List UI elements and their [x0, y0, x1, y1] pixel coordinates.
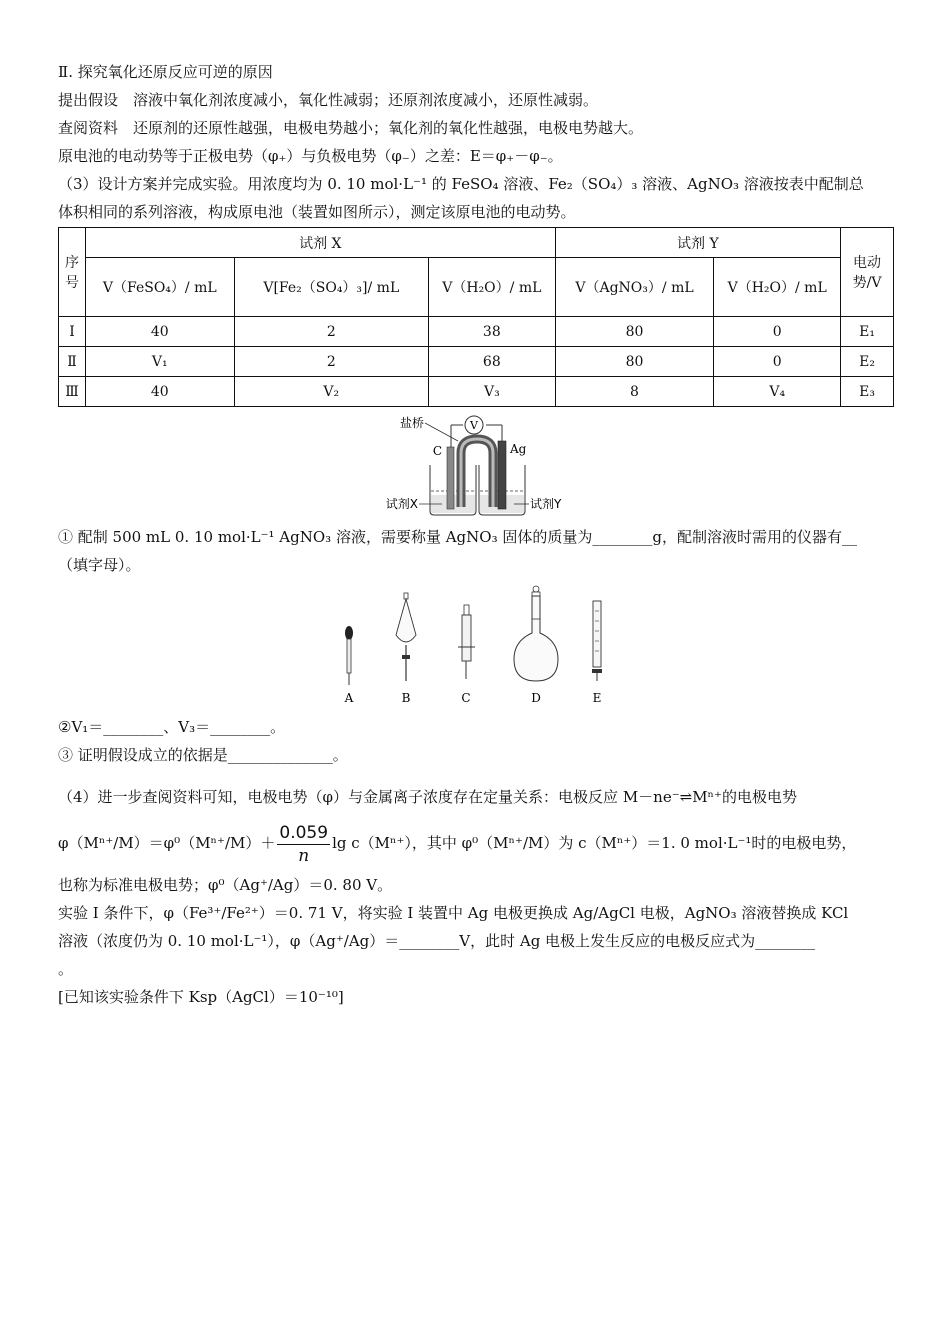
volumetric-flask-icon	[514, 586, 558, 681]
header-fe2so43-volume: V[Fe₂（SO₄）₃]/ mL	[234, 258, 428, 317]
equation-right: lg c（Mⁿ⁺），其中 φ⁰（Mⁿ⁺/M）为 c（Mⁿ⁺）＝1. 0 mol·L⁻¹时的电极电势，	[332, 834, 857, 852]
question-3-2: ②V₁＝________、V₃＝________。	[58, 718, 286, 736]
cell-water-x: 68	[428, 347, 555, 377]
cell-no: Ⅱ	[59, 347, 86, 377]
question-3-1-line-1: ① 配制 500 mL 0. 10 mol·L⁻¹ AgNO₃ 溶液，需要称量 AgNO₃ 固体的质量为________g，配制溶液时需用的仪器有__	[58, 528, 857, 546]
carbon-label: C	[432, 444, 442, 458]
galvanic-cell-figure	[58, 407, 894, 519]
question-3-3: ③ 证明假设成立的依据是______________。	[58, 746, 348, 764]
carbon-electrode	[447, 447, 454, 509]
cell-fe2so43: V₂	[234, 377, 428, 407]
cell-no: Ⅲ	[59, 377, 86, 407]
instrument-label-d: D	[531, 691, 541, 705]
silver-label: Ag	[510, 442, 527, 456]
cell-feso4: 40	[85, 317, 234, 347]
hypothesis-text: 提出假设 溶液中氧化剂浓度减小，氧化性减弱；还原剂浓度减小，还原性减弱。	[58, 91, 599, 109]
question-4-line-6: 。	[58, 960, 74, 978]
question-3-line-1: （3）设计方案并完成实验。用浓度均为 0. 10 mol·L⁻¹ 的 FeSO₄ 溶液、Fe₂（SO₄）₃ 溶液、AgNO₃ 溶液按表中配制总	[58, 175, 864, 193]
cell-fe2so43: 2	[234, 347, 428, 377]
table-row	[59, 347, 894, 377]
header-reagent-y: 试剂 Y	[555, 228, 840, 258]
header-feso4-volume: V（FeSO₄）/ mL	[85, 258, 234, 317]
reference-text: 查阅资料 还原剂的还原性越强，电极电势越小；氧化剂的氧化性越强，电极电势越大。	[58, 119, 644, 137]
table-row	[59, 317, 894, 347]
reagent-x-label: 试剂X	[385, 497, 418, 511]
graduated-burette-icon	[592, 601, 602, 681]
question-3-line-2: 体积相同的系列溶液，构成原电池（装置如图所示），测定该原电池的电动势。	[58, 203, 576, 221]
header-water-y-volume: V（H₂O）/ mL	[714, 258, 841, 317]
cell-agno3: 80	[555, 347, 714, 377]
cell-feso4: V₁	[85, 347, 234, 377]
instruments-diagram	[58, 585, 894, 713]
instrument-label-c: C	[461, 691, 471, 705]
cell-agno3: 8	[555, 377, 714, 407]
burette-icon	[458, 605, 475, 679]
section-title: Ⅱ. 探究氧化还原反应可逆的原因	[58, 63, 273, 81]
cell-fe2so43: 2	[234, 317, 428, 347]
document-page	[58, 58, 894, 1011]
question-4-line-4: 实验 Ⅰ 条件下，φ（Fe³⁺/Fe²⁺）＝0. 71 V，将实验 Ⅰ 装置中 Ag 电极更换成 Ag/AgCl 电极，AgNO₃ 溶液替换成 KCl	[58, 904, 849, 922]
question-4-line-1: （4）进一步查阅资料可知，电极电势（φ）与金属离子浓度存在定量关系：电极反应 M－ne⁻⇌Mⁿ⁺的电极电势	[58, 788, 797, 806]
ksp-note: [已知该实验条件下 Ksp（AgCl）＝10⁻¹⁰]	[58, 988, 344, 1006]
cell-water-y: 0	[714, 347, 841, 377]
question-3-1-line-2: （填字母）。	[58, 556, 141, 574]
cell-emf: E₃	[841, 377, 894, 407]
silver-electrode	[498, 441, 506, 509]
emf-definition: 原电池的电动势等于正极电势（φ₊）与负极电势（φ₋）之差：E＝φ₊－φ₋。	[58, 147, 563, 165]
equation-left: φ（Mⁿ⁺/M）＝φ⁰（Mⁿ⁺/M）＋	[58, 834, 276, 852]
instruments-figure	[58, 585, 894, 713]
instrument-label-a: A	[344, 691, 354, 705]
separatory-funnel-icon	[396, 593, 416, 681]
cell-water-x: V₃	[428, 377, 555, 407]
cell-water-y: 0	[714, 317, 841, 347]
nernst-equation	[58, 815, 894, 871]
dropper-icon	[345, 626, 353, 685]
cell-water-x: 38	[428, 317, 555, 347]
galvanic-cell-diagram	[58, 407, 894, 519]
cell-emf: E₁	[841, 317, 894, 347]
header-emf: 电动势/V	[841, 228, 894, 317]
cell-no: Ⅰ	[59, 317, 86, 347]
cell-agno3: 80	[555, 317, 714, 347]
header-reagent-x: 试剂 X	[85, 228, 555, 258]
instrument-label-e: E	[592, 691, 602, 705]
equation-fraction	[277, 822, 330, 867]
reagent-y-label: 试剂Y	[530, 497, 562, 511]
instrument-label-b: B	[401, 691, 411, 705]
fraction-denominator: n	[298, 845, 310, 866]
experiment-table	[58, 227, 894, 407]
voltmeter-label: V	[470, 419, 478, 432]
question-4-line-3: 也称为标准电极电势；φ⁰（Ag⁺/Ag）＝0. 80 V。	[58, 876, 393, 894]
header-agno3-volume: V（AgNO₃）/ mL	[555, 258, 714, 317]
fraction-numerator: 0.059	[279, 822, 329, 843]
header-serial-number: 序号	[59, 228, 86, 317]
cell-feso4: 40	[85, 377, 234, 407]
cell-water-y: V₄	[714, 377, 841, 407]
table-row	[59, 377, 894, 407]
salt-bridge-label: 盐桥	[399, 416, 424, 430]
question-4-line-5: 溶液（浓度仍为 0. 10 mol·L⁻¹），φ（Ag⁺/Ag）＝________V，此时 Ag 电极上发生反应的电极反应式为________	[58, 932, 816, 950]
header-water-x-volume: V（H₂O）/ mL	[428, 258, 555, 317]
cell-emf: E₂	[841, 347, 894, 377]
